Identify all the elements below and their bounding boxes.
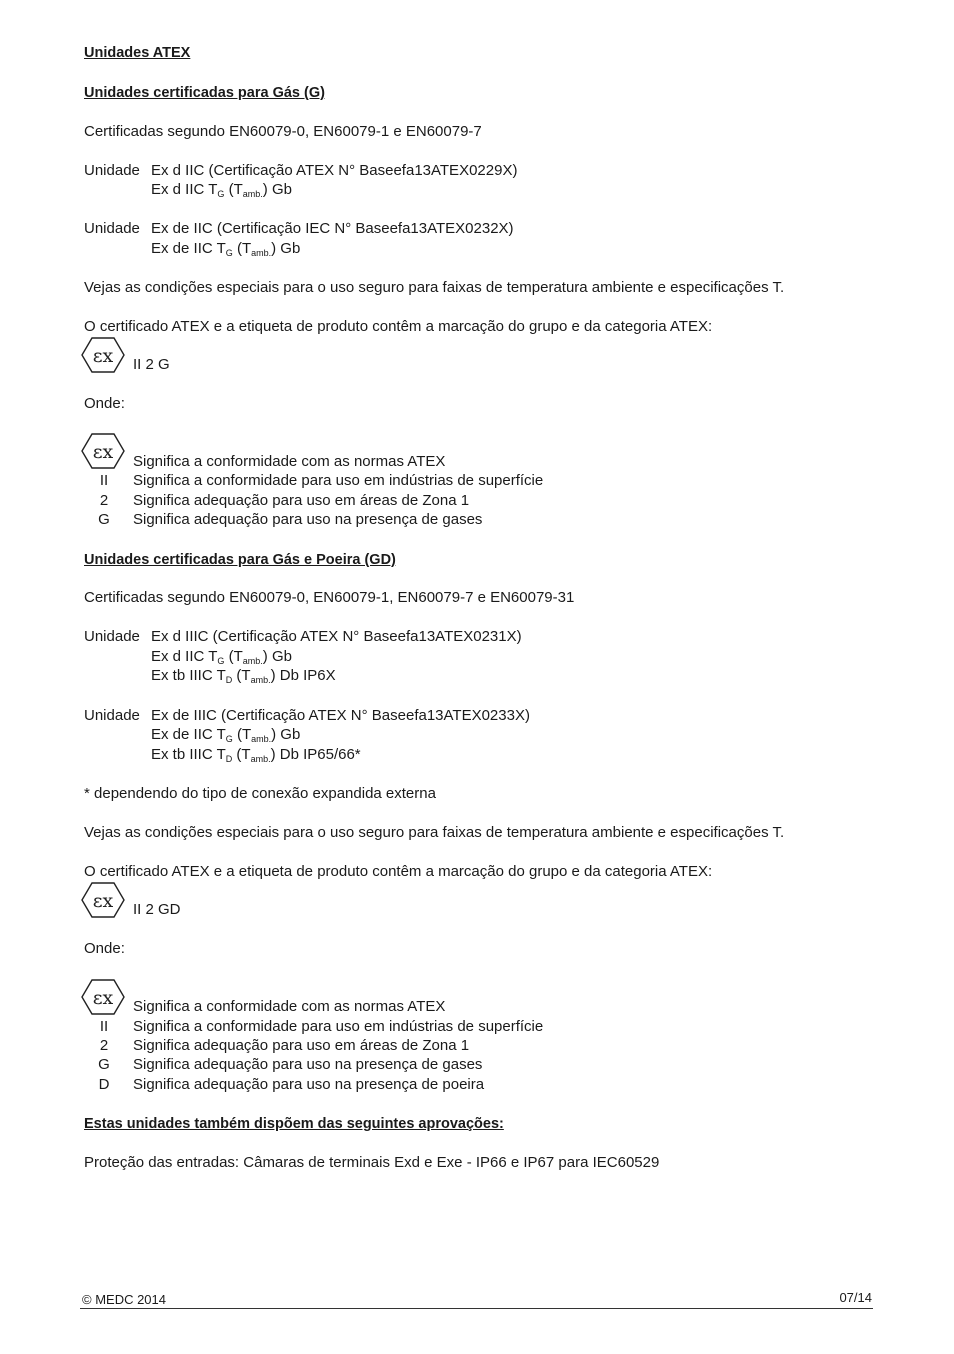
- gas-unit2-label: Unidade: [84, 220, 140, 237]
- gd-legend-text: Significa adequação para uso na presença de poeira: [133, 1076, 485, 1093]
- gd-unit2-gas-marking: Ex de IIC $T_G$ $(T_{amb.})$ Gb: [151, 726, 301, 744]
- atex-ex-icon: [81, 337, 125, 373]
- gd-atex-marking: II 2 GD: [133, 901, 181, 918]
- gas-unit2-marking: Ex de IIC $T_G$ $(T_{amb.})$ Gb: [151, 240, 301, 258]
- gd-legend-code: G: [98, 1056, 110, 1073]
- gd-unit2-dust-marking: Ex tb IIIC $T_D$ $(T_{amb.})$ Db IP65/66*: [151, 746, 361, 764]
- gd-unit1-label: Unidade: [84, 628, 140, 645]
- gd-unit2-certificate: Ex de IIIC (Certificação ATEX N° Baseefa13ATEX0233X): [151, 707, 530, 724]
- footer-date: 07/14: [839, 1290, 872, 1305]
- gas-legend-code: 2: [99, 492, 109, 509]
- gas-legend-code: II: [99, 472, 109, 489]
- gas-special-conditions: Vejas as condições especiais para o uso seguro para faixas de temperatura ambiente e especificações T.: [84, 279, 785, 296]
- gd-where-label: Onde:: [84, 940, 125, 957]
- gas-certified-standards: Certificadas segundo EN60079-0, EN60079-1 e EN60079-7: [84, 123, 482, 140]
- svg-text:εx: εx: [92, 441, 114, 463]
- gd-legend-text: Significa a conformidade para uso em indústrias de superfície: [133, 1018, 544, 1035]
- gd-special-conditions: Vejas as condições especiais para o uso seguro para faixas de temperatura ambiente e especificações T.: [84, 824, 785, 841]
- gas-legend-text: Significa a conformidade para uso em indústrias de superfície: [133, 472, 544, 489]
- gd-unit1-gas-marking: Ex d IIC $T_G$ $(T_{amb.})$ Gb: [151, 648, 292, 666]
- gd-legend-text: Significa adequação para uso na presença de gases: [133, 1056, 483, 1073]
- subheading-gas-units: Unidades certificadas para Gás (G): [84, 85, 325, 101]
- atex-ex-icon: [81, 979, 125, 1015]
- gd-footnote: * dependendo do tipo de conexão expandida externa: [84, 785, 436, 802]
- gd-marking-intro: O certificado ATEX e a etiqueta de produto contêm a marcação do grupo e da categoria ATEX:: [84, 863, 713, 880]
- subheading-gas-dust-units: Unidades certificadas para Gás e Poeira (GD): [84, 552, 396, 568]
- gas-legend-ex-text: Significa a conformidade com as normas ATEX: [133, 453, 446, 470]
- gas-unit1-marking: Ex d IIC $T_G$ $(T_{amb.})$ Gb: [151, 181, 292, 199]
- atex-ex-icon: [81, 433, 125, 469]
- gas-legend-code: G: [98, 511, 110, 528]
- gd-unit2-label: Unidade: [84, 707, 140, 724]
- svg-text:εx: εx: [92, 987, 114, 1009]
- gd-unit1-certificate: Ex d IIIC (Certificação ATEX N° Baseefa13ATEX0231X): [151, 628, 522, 645]
- gd-certified-standards: Certificadas segundo EN60079-0, EN60079-1, EN60079-7 e EN60079-31: [84, 589, 575, 606]
- gas-unit1-label: Unidade: [84, 162, 140, 179]
- gd-unit1-dust-marking: Ex tb IIIC $T_D$ $(T_{amb.})$ Db IP6X: [151, 667, 336, 685]
- footer-copyright: © MEDC 2014: [82, 1292, 166, 1307]
- gas-unit1-certificate: Ex d IIC (Certificação ATEX N° Baseefa13ATEX0229X): [151, 162, 518, 179]
- footer-divider: [80, 1308, 873, 1309]
- approvals-text: Proteção das entradas: Câmaras de terminais Exd e Exe - IP66 e IP67 para IEC60529: [84, 1154, 660, 1171]
- gd-legend-ex-text: Significa a conformidade com as normas ATEX: [133, 998, 446, 1015]
- gd-legend-code: II: [99, 1018, 109, 1035]
- gd-legend-text: Significa adequação para uso em áreas de Zona 1: [133, 1037, 470, 1054]
- gas-marking-intro: O certificado ATEX e a etiqueta de produto contêm a marcação do grupo e da categoria ATEX:: [84, 318, 713, 335]
- gas-unit2-certificate: Ex de IIC (Certificação IEC N° Baseefa13ATEX0232X): [151, 220, 514, 237]
- subheading-approvals: Estas unidades também dispõem das seguintes aprovações:: [84, 1116, 504, 1132]
- gas-where-label: Onde:: [84, 395, 125, 412]
- gas-legend-text: Significa adequação para uso na presença de gases: [133, 511, 483, 528]
- gas-legend-text: Significa adequação para uso em áreas de Zona 1: [133, 492, 470, 509]
- svg-text:εx: εx: [92, 890, 114, 912]
- gas-atex-marking: II 2 G: [133, 356, 170, 373]
- svg-text:εx: εx: [92, 345, 114, 367]
- section-heading-atex: Unidades ATEX: [84, 45, 191, 61]
- atex-ex-icon: [81, 882, 125, 918]
- gd-legend-code: D: [98, 1076, 110, 1093]
- gd-legend-code: 2: [99, 1037, 109, 1054]
